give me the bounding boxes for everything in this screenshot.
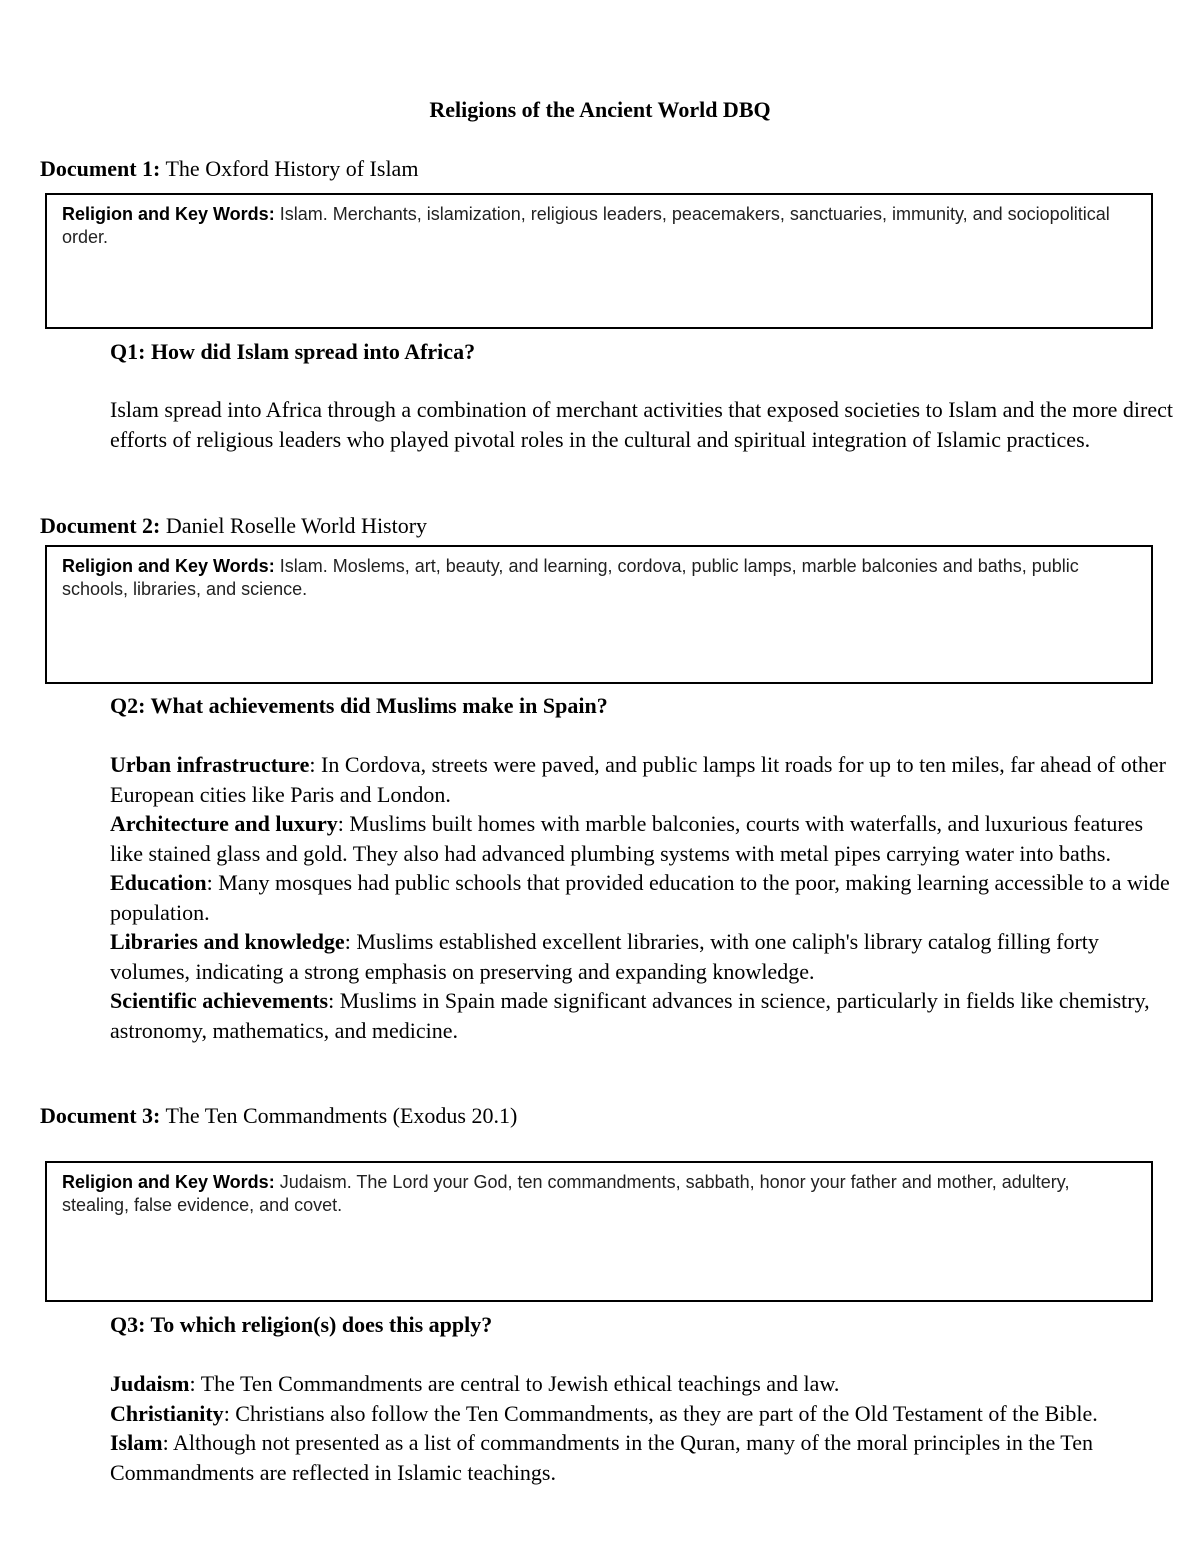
answer-point-text: : In Cordova, streets were paved, and public lamps lit roads for up to ten miles, far ahead of other European cities like Paris and London. [110,752,1166,807]
answer-point-term: Christianity [110,1400,224,1426]
answer-point-term: Islam [110,1430,163,1455]
answer-point-text: : The Ten Commandments are central to Jewish ethical teachings and law. [189,1371,840,1396]
answer-point-text: : Many mosques had public schools that provided education to the poor, making learning accessible to a wide population. [110,870,1170,925]
document-label: Document 1: [40,156,161,181]
answer-point [110,1399,1180,1429]
answer-point [110,986,1180,1045]
document-label: Document 3: [40,1103,161,1128]
answer-2 [110,750,1180,1045]
answer-point-text: : Muslims in Spain made significant advances in science, particularly in fields like chemistry, astronomy, mathematics, and medicine. [110,988,1150,1043]
answer-point-text: : Muslims established excellent libraries, with one caliph's library catalog filling forty volumes, indicating a strong emphasis on preserving and expanding knowledge. [110,929,1099,984]
document-source: The Oxford History of Islam [165,156,419,181]
answer-point [110,750,1180,809]
answer-point [110,809,1180,868]
answer-1 [110,395,1180,454]
answer-point-term: Architecture and luxury [110,811,338,836]
answer-point [110,868,1180,927]
answer-point-term: Scientific achievements [110,988,329,1013]
answer-point [110,1428,1180,1487]
keywords-text: Islam. Moslems, art, beauty, and learning, cordova, public lamps, marble balconies and baths, public schools, libraries, and science. [62,556,1079,599]
answer-point-term: Urban infrastructure [110,752,310,777]
document-label: Document 2: [40,513,161,538]
document-source: Daniel Roselle World History [165,513,428,538]
question-2: Q2: What achievements did Muslims make in Spain? [110,693,608,718]
answer-point-text: : Muslims built homes with marble balconies, courts with waterfalls, and luxurious features like stained glass and gold. They also had advanced plumbing systems with metal pipes carrying water into baths. [110,811,1144,866]
answer-point-term: Judaism [110,1371,190,1396]
question-3: Q3: To which religion(s) does this apply? [110,1312,493,1337]
keywords-text: Islam. Merchants, islamization, religious leaders, peacemakers, sanctuaries, immunity, and sociopolitical order. [62,204,1110,247]
answer-text: Islam spread into Africa through a combination of merchant activities that exposed societies to Islam and the more direct efforts of religious leaders who played pivotal roles in the cultural and spiritual integration of Islamic practices. [110,397,1174,452]
document-2-keywords-box [45,545,1153,684]
answer-point-term: Education [110,870,207,895]
answer-point [110,927,1180,986]
answer-point-text: : Although not presented as a list of commandments in the Quran, many of the moral principles in the Ten Commandments are reflected in Islamic teachings. [110,1430,1093,1485]
keywords-label: Religion and Key Words: [62,556,275,576]
page-title: Religions of the Ancient World DBQ [429,97,771,122]
answer-point-term: Libraries and knowledge [110,929,345,954]
document-1-keywords-box [45,193,1153,329]
document-3-keywords-box [45,1161,1153,1302]
answer-point [110,1369,1180,1399]
keywords-label: Religion and Key Words: [62,204,275,224]
document-source: The Ten Commandments (Exodus 20.1) [165,1103,518,1128]
keywords-text: Judaism. The Lord your God, ten commandments, sabbath, honor your father and mother, adultery, stealing, false evidence, and covet. [62,1172,1070,1215]
question-1: Q1: How did Islam spread into Africa? [110,339,476,364]
answer-point-text: : Christians also follow the Ten Commandments, as they are part of the Old Testament of the Bible. [223,1400,1098,1426]
document-2-heading [40,512,427,540]
document-3-heading [40,1102,517,1130]
answer-3 [110,1369,1180,1487]
document-1-heading [40,155,418,183]
keywords-label: Religion and Key Words: [62,1172,275,1192]
